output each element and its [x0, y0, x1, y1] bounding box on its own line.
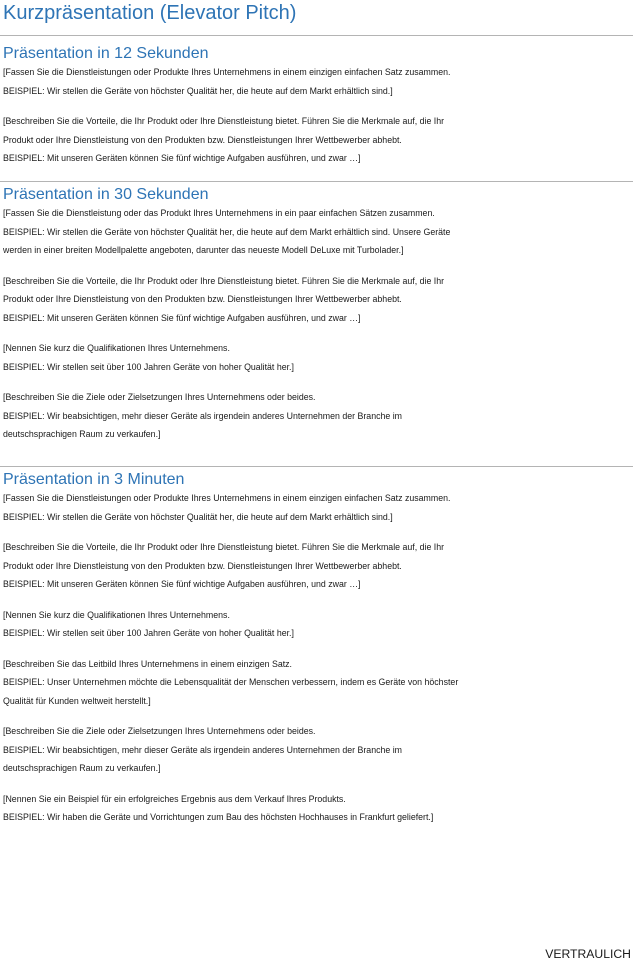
paragraph: [3, 63, 633, 100]
paragraph: [3, 388, 633, 444]
text-line: [Nennen Sie kurz die Qualifikationen Ihres Unternehmens.: [3, 609, 230, 620]
text-line: [Beschreiben Sie das Leitbild Ihres Unternehmens in einem einzigen Satz.: [3, 658, 292, 669]
title-divider: [0, 35, 633, 36]
text-line: deutschsprachigen Raum zu verkaufen.]: [3, 763, 161, 773]
text-line: [Fassen Sie die Dienstleistung oder das Produkt Ihres Unternehmens in ein paar einfachen Sätzen zusammen.: [3, 208, 435, 218]
paragraph: [3, 272, 633, 328]
text-line: BEISPIEL: Wir haben die Geräte und Vorrichtungen zum Bau des höchsten Hochhauses in Frankfurt geliefert.]: [3, 812, 434, 822]
text-line: BEISPIEL: Wir beabsichtigen, mehr dieser Geräte als irgendein anderes Unternehmen der Branche im: [3, 744, 402, 755]
paragraph: [3, 790, 633, 827]
section-divider: [0, 466, 633, 467]
text-line: BEISPIEL: Wir stellen seit über 100 Jahren Geräte von hoher Qualität her.]: [3, 361, 294, 372]
text-line: BEISPIEL: Wir stellen seit über 100 Jahren Geräte von hoher Qualität her.]: [3, 628, 294, 638]
paragraph: [3, 112, 633, 168]
text-line: BEISPIEL: Wir beabsichtigen, mehr dieser Geräte als irgendein anderes Unternehmen der Branche im: [3, 410, 402, 421]
text-line: BEISPIEL: Mit unseren Geräten können Sie fünf wichtige Aufgaben ausführen, und zwar …]: [3, 153, 361, 163]
text-line: [Beschreiben Sie die Vorteile, die Ihr Produkt oder Ihre Dienstleistung bietet. Führen Sie die Merkmale auf, die Ihr: [3, 542, 445, 552]
paragraph: [3, 489, 633, 526]
section-body: [3, 489, 633, 839]
paragraph: [3, 204, 633, 260]
text-line: BEISPIEL: Unser Unternehmen möchte die Lebensqualität der Menschen verbessern, indem es Geräte von höchster: [3, 677, 459, 687]
confidential-footer: VERTRAULICH: [545, 947, 631, 961]
text-line: [Beschreiben Sie die Ziele oder Zielsetzungen Ihres Unternehmens oder beides.: [3, 392, 316, 402]
paragraph: [3, 606, 633, 643]
paragraph: [3, 655, 633, 711]
text-line: BEISPIEL: Wir stellen die Geräte von höchster Qualität her, die heute auf dem Markt erhältlich sind.]: [3, 85, 393, 96]
section-body: [3, 63, 633, 180]
text-line: [Nennen Sie kurz die Qualifikationen Ihres Unternehmens.: [3, 343, 230, 353]
text-line: [Beschreiben Sie die Vorteile, die Ihr Produkt oder Ihre Dienstleistung bietet. Führen Sie die Merkmale auf, die Ihr: [3, 275, 445, 286]
paragraph: [3, 538, 633, 594]
text-line: Produkt oder Ihre Dienstleistung von den Produkten bzw. Dienstleistungen Ihrer Wettbewerber abhebt.: [3, 134, 402, 145]
text-line: [Fassen Sie die Dienstleistungen oder Produkte Ihres Unternehmens in einem einzigen einfachen Satz zusammen.: [3, 493, 451, 503]
text-line: werden in einer breiten Modellpalette angeboten, darunter das neueste Modell DeLuxe mit Turbolader.]: [3, 245, 404, 255]
text-line: [Beschreiben Sie die Ziele oder Zielsetzungen Ihres Unternehmens oder beides.: [3, 726, 316, 736]
text-line: BEISPIEL: Wir stellen die Geräte von höchster Qualität her, die heute auf dem Markt erhältlich sind.]: [3, 511, 393, 522]
section-heading: Präsentation in 3 Minuten: [3, 471, 185, 488]
section-divider: [0, 181, 633, 182]
text-line: deutschsprachigen Raum zu verkaufen.]: [3, 429, 161, 439]
paragraph: [3, 339, 633, 376]
section-heading: Präsentation in 30 Sekunden: [3, 186, 209, 203]
text-line: BEISPIEL: Wir stellen die Geräte von höchster Qualität her, die heute auf dem Markt erhältlich sind. Unsere Geräte: [3, 226, 451, 237]
section-body: [3, 204, 633, 456]
section-heading: Präsentation in 12 Sekunden: [3, 45, 209, 62]
document-title: Kurzpräsentation (Elevator Pitch): [3, 2, 297, 24]
text-line: [Beschreiben Sie die Vorteile, die Ihr Produkt oder Ihre Dienstleistung bietet. Führen Sie die Merkmale auf, die Ihr: [3, 116, 445, 126]
text-line: [Nennen Sie ein Beispiel für ein erfolgreiches Ergebnis aus dem Verkauf Ihres Produkts.: [3, 793, 346, 804]
text-line: BEISPIEL: Mit unseren Geräten können Sie fünf wichtige Aufgaben ausführen, und zwar …]: [3, 312, 361, 323]
text-line: Produkt oder Ihre Dienstleistung von den Produkten bzw. Dienstleistungen Ihrer Wettbewerber abhebt.: [3, 294, 402, 304]
text-line: Qualität für Kunden weltweit herstellt.]: [3, 695, 151, 706]
text-line: BEISPIEL: Mit unseren Geräten können Sie fünf wichtige Aufgaben ausführen, und zwar …]: [3, 579, 361, 589]
paragraph: [3, 722, 633, 778]
text-line: Produkt oder Ihre Dienstleistung von den Produkten bzw. Dienstleistungen Ihrer Wettbewerber abhebt.: [3, 560, 402, 571]
text-line: [Fassen Sie die Dienstleistungen oder Produkte Ihres Unternehmens in einem einzigen einfachen Satz zusammen.: [3, 67, 451, 77]
